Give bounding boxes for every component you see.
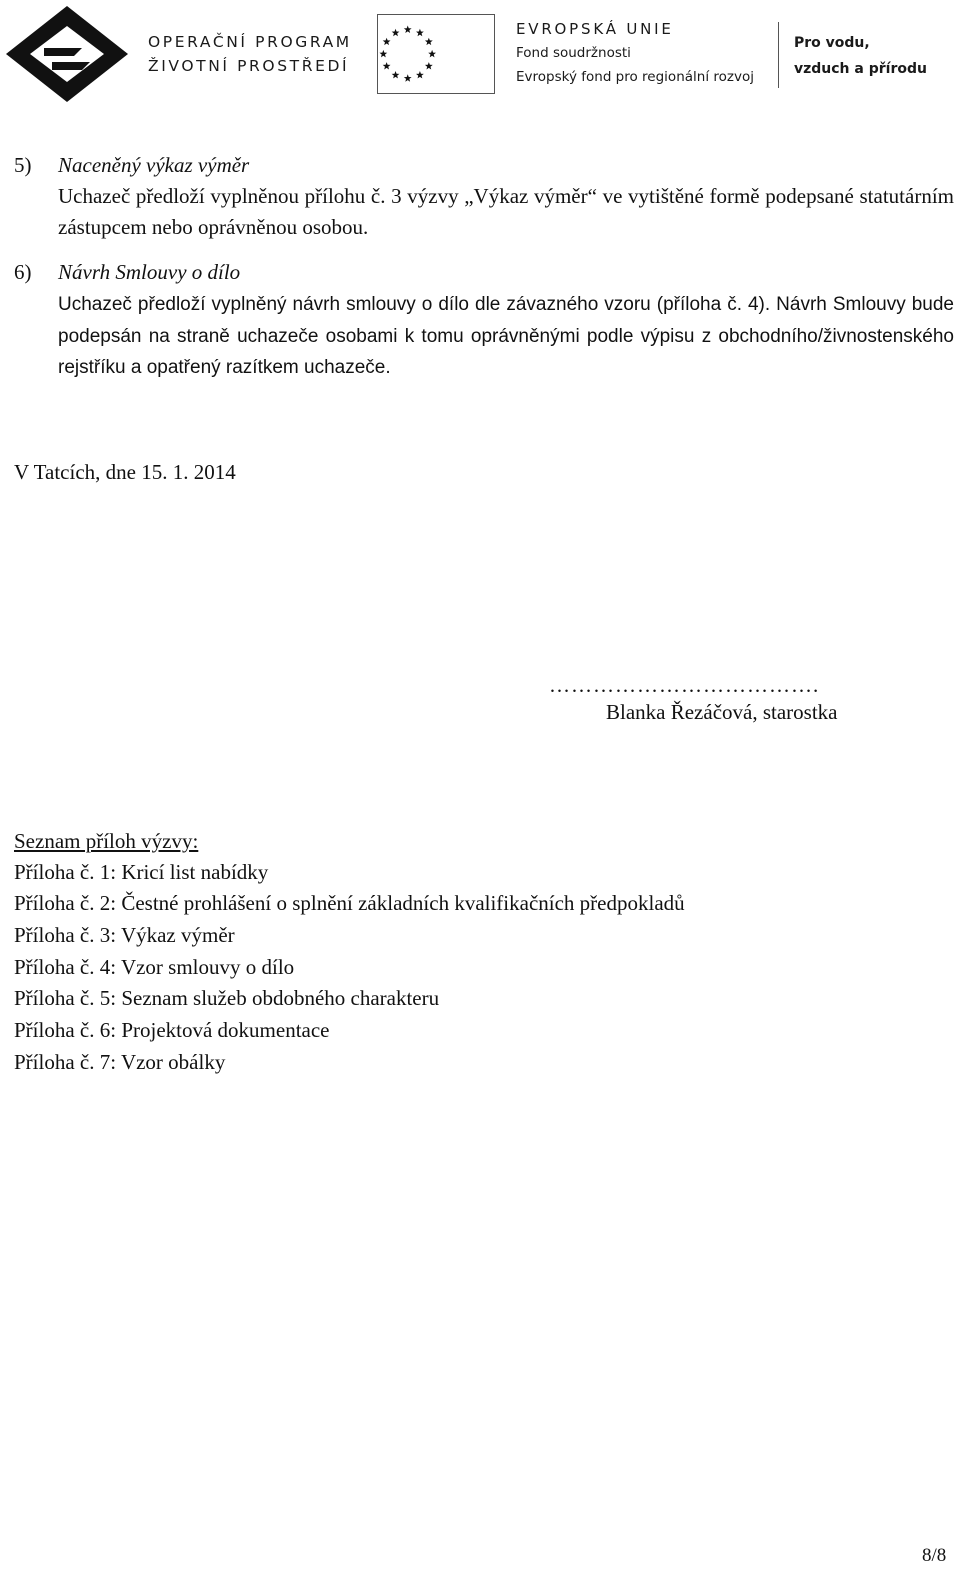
program-name: [148, 30, 352, 78]
list-item: Příloha č. 1: Kricí list nabídky: [14, 860, 269, 884]
eu-flag-icon: [377, 14, 495, 94]
place-date: V Tatcích, dne 15. 1. 2014: [14, 460, 236, 484]
eu-star-icon: [383, 38, 391, 45]
eu-title: EVROPSKÁ UNIE: [516, 20, 674, 38]
slogan: [794, 30, 927, 82]
op-zp-logo-icon: [4, 4, 130, 104]
attachments-title: Seznam příloh výzvy:: [14, 829, 199, 853]
slogan-line-1: Pro vodu,: [794, 35, 870, 51]
list-item: Příloha č. 3: Výkaz výměr: [14, 923, 235, 947]
eu-star-icon: [404, 26, 412, 33]
section-6-heading: [14, 257, 240, 288]
document-header: [0, 0, 960, 110]
eu-star-icon: [425, 38, 433, 45]
list-item: Příloha č. 4: Vzor smlouvy o dílo: [14, 955, 295, 979]
eu-star-icon: [392, 71, 400, 78]
slogan-line-2: vzduch a přírodu: [794, 61, 927, 77]
eu-fund-2: Evropský fond pro regionální rozvoj: [516, 69, 754, 85]
eu-star-icon: [428, 50, 436, 57]
eu-star-icon: [392, 29, 400, 36]
eu-star-icon: [383, 62, 391, 69]
eu-star-icon: [379, 50, 387, 57]
list-item: Příloha č. 6: Projektová dokumentace: [14, 1018, 330, 1042]
list-item: Příloha č. 5: Seznam služeb obdobného charakteru: [14, 986, 440, 1010]
header-divider: [778, 22, 779, 88]
section-number: 6): [14, 260, 32, 284]
program-line-1: OPERAČNÍ PROGRAM: [148, 33, 352, 51]
eu-star-icon: [425, 62, 433, 69]
eu-star-icon: [404, 74, 412, 81]
section-title: Naceněný výkaz výměr: [58, 153, 250, 177]
eu-fund-1: Fond soudržnosti: [516, 45, 631, 61]
section-number: 5): [14, 153, 32, 177]
list-item: Příloha č. 2: Čestné prohlášení o splnění základních kvalifikačních předpokladů: [14, 891, 685, 915]
eu-block: [516, 17, 754, 89]
section-5-text: Uchazeč předloží vyplněnou přílohu č. 3 výzvy „Výkaz výměr“ ve vytištěné formě podepsané statutárním zástupcem nebo oprávněnou osobou.: [58, 184, 954, 239]
eu-star-icon: [416, 29, 424, 36]
list-item: Příloha č. 7: Vzor obálky: [14, 1050, 226, 1074]
section-6-text: Uchazeč předloží vyplněný návrh smlouvy o dílo dle závazného vzoru (příloha č. 4). Návrh Smlouvy bude podepsán na straně uchazeče osobami k tomu oprávněnými podle výpisu z obchodního/živnostenského rejstříku a opatřený razítkem uchazeče.: [58, 294, 954, 378]
program-line-2: ŽIVOTNÍ PROSTŘEDÍ: [148, 57, 350, 75]
section-5-heading: [14, 150, 249, 181]
signature-line: ……………………………….: [549, 673, 820, 697]
page-number: 8/8: [922, 1545, 947, 1566]
signatory-name: Blanka Řezáčová, starostka: [606, 700, 838, 724]
section-title: Návrh Smlouvy o dílo: [58, 260, 241, 284]
eu-star-icon: [416, 71, 424, 78]
